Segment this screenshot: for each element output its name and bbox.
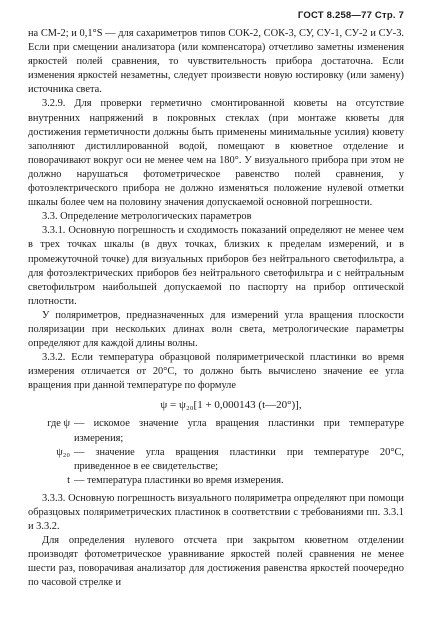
paragraph-3-3-3: 3.3.3. Основную погрешность визуального поляриметра определяют при помощи образцовых поляриметрических пластинок в соответствии с требованиями пп. 3.3.1 и 3.3.2.	[28, 492, 404, 533]
definition-row	[28, 446, 404, 474]
document-page	[28, 10, 404, 591]
definition-row	[28, 474, 404, 488]
temperature-formula: ψ = ψ₂₀[1 + 0,000143 (t—20°)],	[160, 399, 302, 412]
paragraph-polarimeters: У поляриметров, предназначенных для измерений угла вращения плоскости поляризации при нескольких длинах волн света, метрологические параметры определяют для каждой длины волны.	[28, 309, 404, 350]
paragraph-3-3-2: 3.3.2. Если температура образцовой поляриметрической пластинки во время измерения отличается от 20°С, то должно быть вычислено значение ее угла вращения при данной температуре по формуле	[28, 352, 404, 392]
page-header: ГОСТ 8.258—77 Стр. 7	[297, 10, 404, 21]
paragraph-zero-reading: Для определения нулевого отсчета при закрытом кюветном отделении производят фотометрическое уравнивание яркостей полей сравнения не менее шести раз, поворачивая анализатор для достижения равенства яркостей поочередно по часовой стрелке и	[28, 535, 404, 589]
definition-text: — значение угла вращения пластинки при температуре 20°С, приведенное в ее свидетельстве;	[74, 446, 404, 472]
paragraph-3-3-1: 3.3.1. Основную погрешность и сходимость показаний определяют не менее чем в трех точках шкалы (в двух точках, близких к пределам измерений, и в промежуточной точке) для визуальных приборов без нейтрального светофильтра, а для фотоэлектрических приборов без нейтрального светофильтра и с нейтральным светофильтром наибольшей допускаемой по паспорту на прибор оптической плотности.	[28, 225, 404, 307]
definition-symbol: где ψ	[47, 418, 70, 430]
definition-row	[28, 417, 404, 445]
paragraph-3-2-9: 3.2.9. Для проверки герметично смонтированной кюветы на отсутствие внутренних напряжений в покровных стеклах (при монтаже кюветы для достижения герметичности должны быть применены минимальные усилия) кювету заполняют дистиллированной водой, помещают в кюветное отделение и поворачивают вокруг оси не менее чем на 180°. У визуального прибора при этом не должно нарушаться фотометрическое равенство полей сравнения, у фотоэлектрического прибора не должно изменяться положение нулевой отметки шкалы более чем на половину значения допускаемой основной погрешности.	[28, 98, 404, 209]
definition-symbol: t	[67, 474, 70, 486]
paragraph-continued: на СМ-2; и 0,1°S — для сахариметров типов СОК-2, СОК-3, СУ, СУ-1, СУ-2 и СУ-3. Если при смещении анализатора (или компенсатора) отчетливо заметны изменения яркостей полей сравнения, то чувствительность прибора достаточна. Если изменения яркостей незаметны, следует произвести новую юстировку (или замену) источника света.	[28, 28, 404, 96]
formula-definitions	[28, 417, 404, 487]
definition-text: — температура пластинки во время измерения.	[74, 474, 284, 486]
definition-text: — искомое значение угла вращения пластинки при температуре измерения;	[74, 418, 404, 444]
section-heading-3-3: 3.3. Определение метрологических параметров	[42, 211, 252, 223]
definition-symbol: ψ₂₀	[56, 446, 70, 458]
